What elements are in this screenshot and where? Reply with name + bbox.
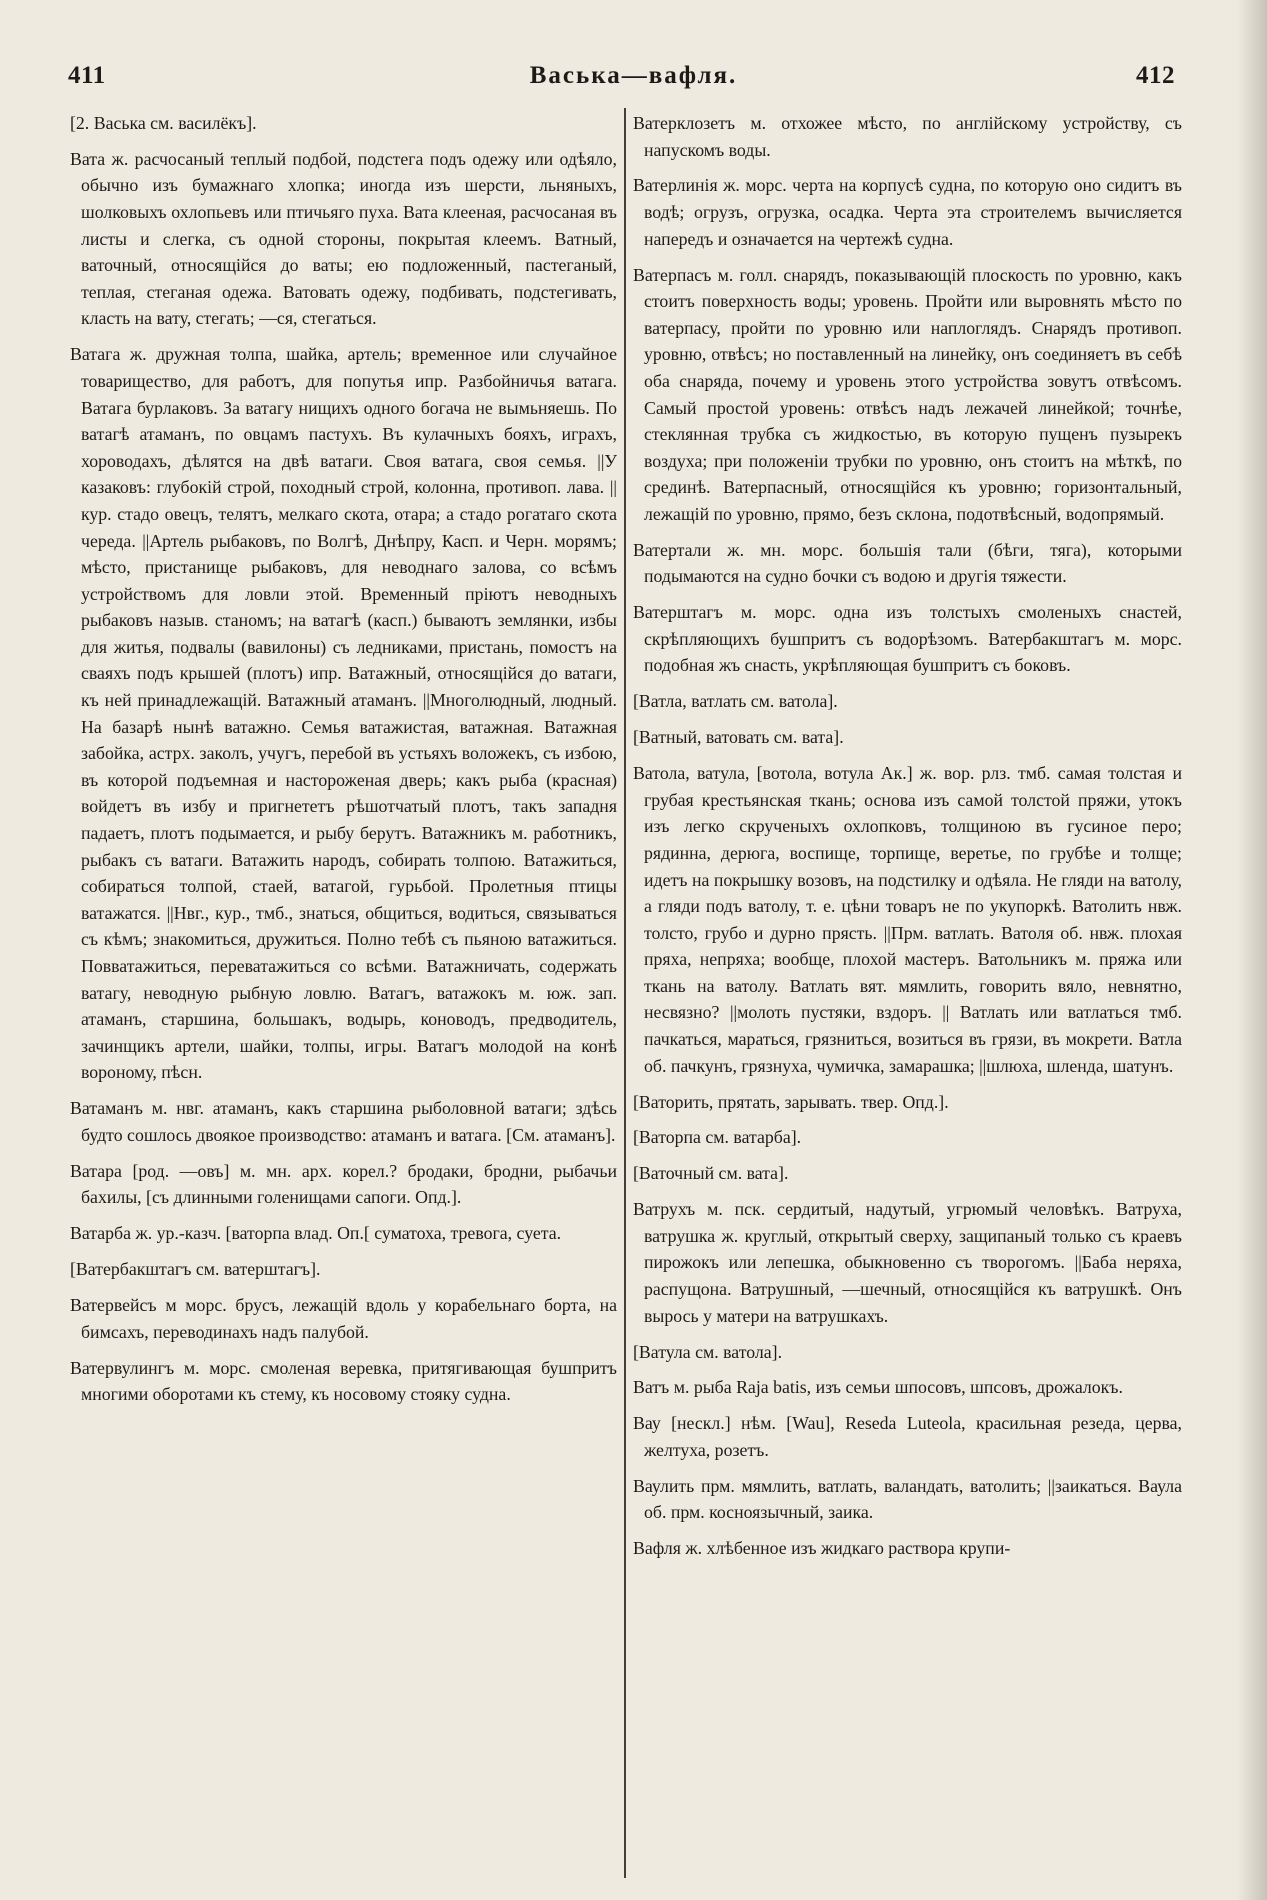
dictionary-entry: [Ватла, ватлать см. ватола].	[633, 691, 838, 712]
dictionary-entry: [Ватула см. ватола].	[633, 1341, 783, 1362]
dictionary-entry: Ватервулингъ м. морс. смоленая веревка, притягивающая бушпритъ многими оборотами къ стему, къ носовому стояку судна.	[70, 1357, 617, 1405]
right-column	[633, 110, 1182, 1882]
dictionary-entry: [Ваторпа см. ватарба].	[633, 1127, 802, 1148]
dictionary-entry: Вау [нескл.] нѣм. [Wau], Reseda Luteola, красильная резеда, церва, желтуха, розетъ.	[633, 1413, 1182, 1460]
dictionary-entry: Ватола, ватула, [вотола, вотула Ак.] ж. вор. рлз. тмб. самая толстая и грубая крестьянская ткань; основа изъ самой толстой пряжи, утокъ изъ легко скрученыхъ охлопковъ, толщиною въ гусиное перо; рядинна, дерюга, воспище, торпище, веретье, по грубѣе и толще; идетъ на покрышку возовъ, на подстилку и одѣяла. Не гляди на ватолу, а гляди подъ ватолу, т. е. цѣни товаръ не по укупоркѣ. Ватолить нвж. толсто, грубо и дурно прясть. ||Прм. ватлать. Ватоля об. нвж. плохая пряха, непряха; вообще, плохой мастеръ. Ватольникъ м. пряжа или ткань на ватолу. Ватлать вят. мямлить, говорить вяло, невнятно, несвязно? ||молоть пустяки, вздоръ. || Ватлать или ватлаться тмб. пачкаться, мараться, грязниться, возиться въ грязи, въ мокрети. Ватла об. пачкунъ, грязнуха, чумичка, замарашка; ||шлюха, шленда, шатунъ.	[633, 763, 1182, 1076]
dictionary-entry: Ваулить прм. мямлить, ватлать, валандать, ватолить; ||заикаться. Ваула об. прм. косноязычный, заика.	[633, 1475, 1182, 1523]
dictionary-entry: Ватарба ж. ур.-казч. [ваторпа влад. Оп.[ суматоха, тревога, суета.	[70, 1223, 562, 1244]
dictionary-entry: Ватерклозетъ м. отхожее мѣсто, по англійскому устройству, съ напускомъ воды.	[633, 113, 1182, 160]
dictionary-entry: [Ваточный см. вата].	[633, 1163, 789, 1184]
dictionary-entry: Ватъ м. рыба Raja batis, изъ семьи шпосовъ, шпсовъ, дрожалокъ.	[633, 1377, 1123, 1398]
dictionary-entry: [2. Васька см. василёкъ].	[70, 113, 257, 133]
dictionary-entry: Ватертали ж. мн. морс. большія тали (бѣги, тяга), которыми подымаются на судно бочки съ водою и другія тяжести.	[633, 539, 1182, 587]
dictionary-entry: Вата ж. расчосаный теплый подбой, подстега подъ одежу или одѣяло, обычно изъ бумажнаго хлопка; иногда изъ шерсти, льняныхъ, шолковыхъ охлопьевъ или птичьяго пуха. Вата клееная, расчосаная въ листы и слегка, съ одной стороны, покрытая клеемъ. Ватный, ваточный, относящійся до ваты; ею подложенный, пастеганый, теплая, стеганая одежа. Ватовать одежу, подбивать, подстегивать, класть на вату, стегать; —ся, стегаться.	[70, 148, 617, 329]
page-title: Васька—вафля.	[529, 62, 738, 89]
dictionary-entry: Ватерлинія ж. морс. черта на корпусѣ судна, по которую оно сидитъ въ водѣ; огрузъ, огрузка, осадка. Черта эта строителемъ вычисляется напередъ и означается на чертежѣ судна.	[633, 175, 1182, 249]
dictionary-entry: Ватаманъ м. нвг. атаманъ, какъ старшина рыболовной ватаги; здѣсь будто сошлось двоякое производство: атаманъ и ватага. [См. атаманъ].	[70, 1098, 617, 1145]
dictionary-entry: Ватерштагъ м. морс. одна изъ толстыхъ смоленыхъ снастей, скрѣпляющихъ бушпритъ съ водорѣзомъ. Ватербакштагъ м. морс. подобная жъ снасть, укрѣпляющая бушпритъ съ боковъ.	[633, 602, 1182, 676]
dictionary-entry: Ватага ж. дружная толпа, шайка, артель; временное или случайное товарищество, для работъ, для попутья ипр. Разбойничья ватага. Ватага бурлаковъ. За ватагу нищихъ одного богача не вымьняешь. По ватагѣ атаманъ, по овцамъ пастухъ. Въ кулачныхъ бояхъ, играхъ, хороводахъ, дѣлятся на двѣ ватаги. Своя ватага, своя семья. ||У казаковъ: глубокій строй, походный строй, колонна, противоп. лава. || кур. стадо овецъ, телятъ, мелкаго скота, отара; а стадо рогатаго скота череда. ||Артель рыбаковъ, по Волгѣ, Днѣпру, Касп. и Черн. морямъ; мѣсто, пристанище рыбаковъ, для неводнаго залова, со всѣмъ устройствомъ для ловли этой. Временный пріютъ неводныхъ рыбаковъ назыв. станомъ; на ватагѣ (касп.) бываютъ землянки, избы для житья, подвалы (вавилоны) съ ледниками, пристань, помостъ на сваяхъ подъ крышей (плотъ) ипр. Ватажный, относящійся до ватаги, къ ней принадлежащій. Ватажный атаманъ. ||Многолюдный, людный. На базарѣ нынѣ ватажно. Семья ватажистая, ватажная. Ватажная забойка, астрх. заколъ, учугъ, перебой въ устьяхъ воложекъ, съ избою, въ которой подъемная и насторожeная дверь; какъ рыба (красная) войдетъ въ избу и пригнететъ рѣшотчатый плотъ, такъ западня падаетъ, плотъ подымается, и рыбу берутъ. Ватажникъ м. работникъ, рыбакъ съ ватаги. Ватажить народъ, собирать толпою. Ватажиться, собираться толпой, стаей, ватагой, гурьбой. Пролетныя птицы ватажатся. ||Нвг., кур., тмб., знаться, общиться, водиться, связываться съ кѣмъ; знакомиться, дружиться. Полно тебѣ съ пьяною ватажиться. Повватажиться, переватажиться со всѣми. Ватажничать, содержать ватагу, неводную рыбную ловлю. Ватагъ, ватажокъ м. юж. зап. атаманъ, старшина, большакъ, водырь, коноводъ, предводитель, зачинщикъ артели, шайки, толпы, игры. Ватагъ молодой на конѣ вороному, пѣсн.	[70, 344, 617, 1083]
page-header	[0, 0, 1267, 100]
dictionary-entry: [Ваторить, прятать, зарывать. твер. Опд.].	[633, 1091, 949, 1112]
dictionary-entry: [Ватербакштагъ см. ватерштагъ].	[70, 1259, 321, 1280]
dictionary-entry: Ватрухъ м. пск. сердитый, надутый, угрюмый человѣкъ. Ватруха, ватрушка ж. круглый, открытый сверху, защипаный только съ краевъ пирожокъ или лепешка, обыкновенно съ творогомъ. ||Баба неряха, распущона. Ватрушный, —шечный, относящійся къ ватрушкѣ. Онъ вырось у матери на ватрушкахъ.	[633, 1199, 1182, 1326]
dictionary-entry: [Ватный, ватовать см. вата].	[633, 727, 844, 748]
dictionary-entry: Ватервейсъ м морс. брусъ, лежащій вдоль у корабельнаго борта, на бимсахъ, переводинахъ надъ палубой.	[70, 1295, 617, 1342]
left-column	[70, 110, 617, 1882]
dictionary-entry: Ватара [род. —овъ] м. мн. арх. корел.? бродаки, бродни, рыбачьи бахилы, [съ длинными голенищами сапоги. Опд.].	[70, 1160, 617, 1208]
page-number-right: 412	[1136, 62, 1175, 89]
page-edge-shadow	[1237, 0, 1267, 1900]
column-divider	[624, 108, 626, 1878]
dictionary-entry: Ватерпасъ м. голл. снарядъ, показывающій плоскость по уровню, какъ стоитъ поверхность воды; уровень. Пройти или выровнять мѣсто по ватерпасу, пройти по уровню или наплоглядъ. Снарядъ противоп. уровню, отвѣсъ; но поставленный на линейку, онъ соединяетъ въ себѣ оба снаряда, почему и уровень этого устройства зовутъ отвѣсомъ. Самый простой уровень: отвѣсъ надъ лежачей линейкой; точнѣе, стеклянная трубка съ жидкостью, въ которую пущенъ пузырекъ воздуха; при положеніи трубки по уровню, онъ стоитъ на мѣткѣ, по срединѣ. Ватерпасный, относящійся къ уровню; горизонтальный, лежащій по уровню, прямо, безъ склона, подотвѣсный, водопрямый.	[633, 264, 1182, 524]
dictionary-entry: Вафля ж. хлѣбенное изъ жидкаго раствора крупи-	[633, 1538, 1011, 1559]
page-number-left: 411	[68, 62, 106, 89]
